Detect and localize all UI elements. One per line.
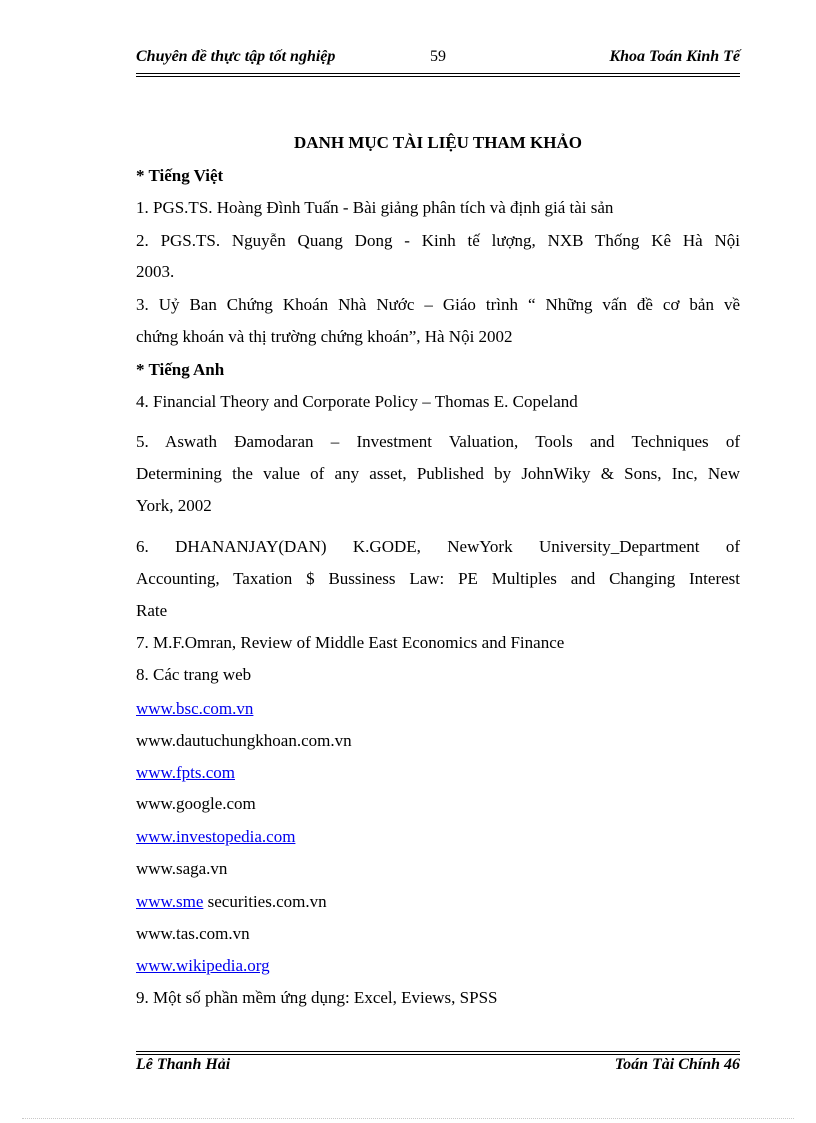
reference-1: 1. PGS.TS. Hoàng Đình Tuấn - Bài giảng phân tích và định giá tài sản	[136, 198, 614, 217]
reference-6-line-2: Accounting, Taxation $ Bussiness Law: PE Multiples and Changing Interest	[136, 569, 740, 588]
website-dautuchungkhoan: www.dautuchungkhoan.com.vn	[136, 731, 352, 750]
page-footer	[136, 1056, 740, 1080]
header-rule-top	[136, 73, 740, 74]
page-bottom-border	[22, 1118, 794, 1119]
link-investopedia[interactable]: www.investopedia.com	[136, 827, 296, 846]
section-heading-vietnamese: * Tiếng Việt	[136, 166, 224, 185]
website-sme-rest: securities.com.vn	[203, 892, 327, 911]
reference-7: 7. M.F.Omran, Review of Middle East Economics and Finance	[136, 633, 565, 652]
website-saga: www.saga.vn	[136, 859, 228, 878]
link-fpts[interactable]: www.fpts.com	[136, 763, 235, 782]
header-faculty: Khoa Toán Kinh Tế	[609, 48, 740, 65]
page-header	[136, 48, 740, 72]
footer-class: Toán Tài Chính 46	[614, 1056, 740, 1073]
reference-8: 8. Các trang web	[136, 665, 252, 684]
link-wikipedia[interactable]: www.wikipedia.org	[136, 956, 270, 975]
reference-6-line-3: Rate	[136, 601, 168, 620]
reference-2-line-2: 2003.	[136, 262, 175, 281]
reference-2-line-1: 2. PGS.TS. Nguyễn Quang Dong - Kinh tế lượng, NXB Thống Kê Hà Nội	[136, 231, 740, 250]
reference-6-line-1: 6. DHANANJAY(DAN) K.GODE, NewYork University_Department of	[136, 537, 740, 556]
footer-rule-top	[136, 1051, 740, 1052]
reference-3-line-1: 3. Uỷ Ban Chứng Khoán Nhà Nước – Giáo trình “ Những vấn đề cơ bản về	[136, 295, 740, 314]
footer-rule-bottom	[136, 1054, 740, 1055]
section-heading-english: * Tiếng Anh	[136, 360, 225, 379]
reference-3-line-2: chứng khoán và thị trường chứng khoán”, Hà Nội 2002	[136, 327, 513, 346]
link-sme[interactable]: www.sme	[136, 892, 204, 911]
header-rule-bottom	[136, 76, 740, 77]
header-page-number: 59	[430, 48, 446, 65]
reference-5-line-1: 5. Aswath Đamodaran – Investment Valuation, Tools and Techniques of	[136, 432, 740, 451]
header-thesis-title: Chuyên đề thực tập tốt nghiệp	[136, 48, 336, 65]
reference-5-line-3: York, 2002	[136, 496, 212, 515]
website-tas: www.tas.com.vn	[136, 924, 250, 943]
footer-author: Lê Thanh Hải	[136, 1056, 231, 1073]
website-google: www.google.com	[136, 794, 256, 813]
link-bsc[interactable]: www.bsc.com.vn	[136, 699, 254, 718]
page-title: DANH MỤC TÀI LIỆU THAM KHẢO	[294, 133, 582, 152]
reference-5-line-2: Determining the value of any asset, Published by JohnWiky & Sons, Inc, New	[136, 464, 740, 483]
website-sme-row	[136, 892, 327, 912]
reference-4: 4. Financial Theory and Corporate Policy – Thomas E. Copeland	[136, 392, 578, 411]
reference-9: 9. Một số phần mềm ứng dụng: Excel, Eviews, SPSS	[136, 988, 498, 1007]
